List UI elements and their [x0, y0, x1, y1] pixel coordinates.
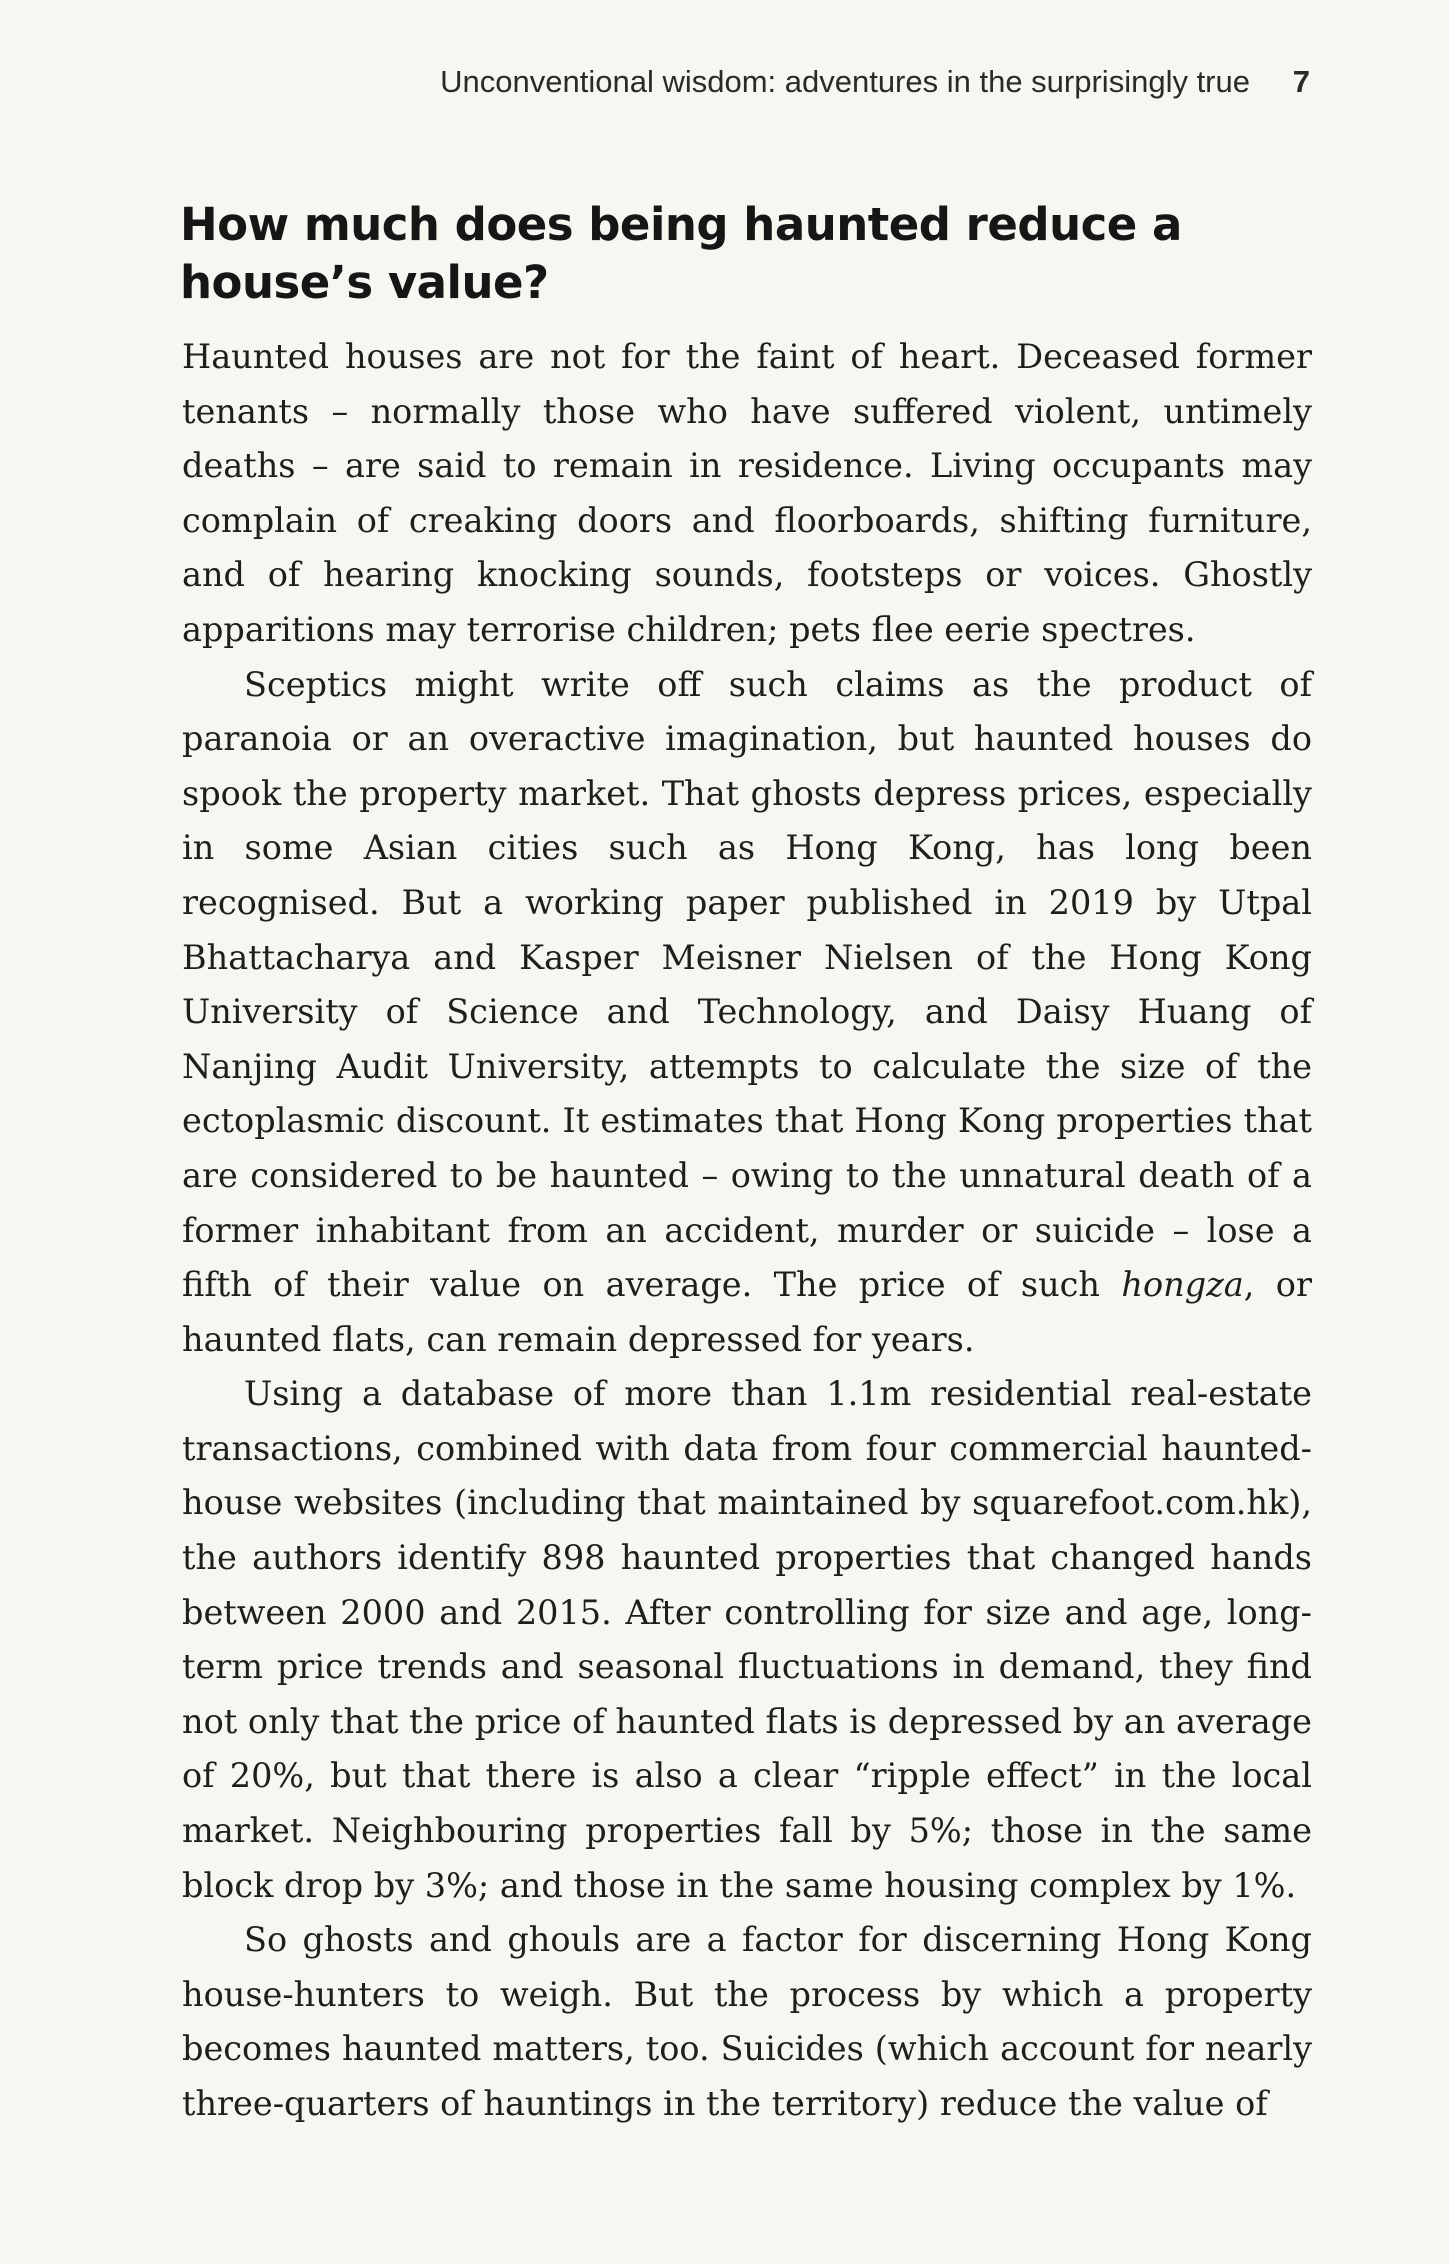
paragraph-1-text: Haunted houses are not for the faint of heart. Deceased former tenants – normally those who have suffered violent, untimely deaths – are said to remain in residence. Living occupants may complain of creaking doors and floorboards, shifting furniture, and of hearing knocking sounds, footsteps or voices. Ghostly apparitions may terrorise children; pets flee eerie spectres.	[182, 337, 1312, 649]
paragraph-1	[182, 330, 1312, 658]
paragraph-4	[182, 1913, 1312, 2131]
paragraph-4-text: So ghosts and ghouls are a factor for discerning Hong Kong house-hunters to weigh. But the process by which a property becomes haunted matters, too. Suicides (which account for nearly three-quarters of hauntings in the territory) reduce the value of	[182, 1920, 1312, 2123]
article-body	[182, 330, 1312, 2132]
paragraph-2-italic-term: hongza	[1121, 1265, 1244, 1305]
running-head-title: Unconventional wisdom: adventures in the surprisingly true	[440, 64, 1250, 99]
paragraph-3-text: Using a database of more than 1.1m residential real-estate transactions, combined with data from four commercial haunted-house websites (including that maintained by squarefoot.com.hk), the authors identify 898 haunted properties that changed hands between 2000 and 2015. After controlling for size and age, long-term price trends and seasonal fluctuations in demand, they find not only that the price of haunted flats is depressed by an average of 20%, but that there is also a clear “ripple effect” in the local market. Neighbouring properties fall by 5%; those in the same block drop by 3%; and those in the same housing complex by 1%.	[182, 1374, 1312, 1905]
paragraph-2	[182, 658, 1312, 1368]
paragraph-2-text-b: , or haunted flats, can remain depressed for years.	[182, 1265, 1312, 1359]
paragraph-2-text-a: Sceptics might write off such claims as the product of paranoia or an overactive imagination, but haunted houses do spook the property market. That ghosts depress prices, especially in some Asian cities such as Hong Kong, has long been recognised. But a working paper published in 2019 by Utpal Bhattacharya and Kasper Meisner Nielsen of the Hong Kong University of Science and Technology, and Daisy Huang of Nanjing Audit University, attempts to calculate the size of the ectoplasmic discount. It estimates that Hong Kong properties that are considered to be haunted – owing to the unnatural death of a former inhabitant from an accident, murder or suicide – lose a fifth of their value on average. The price of such	[182, 664, 1312, 1305]
article-heading: How much does being haunted reduce a house’s value?	[180, 198, 1182, 309]
paragraph-3	[182, 1367, 1312, 1913]
running-head	[180, 64, 1310, 114]
page-number: 7	[1292, 64, 1310, 99]
